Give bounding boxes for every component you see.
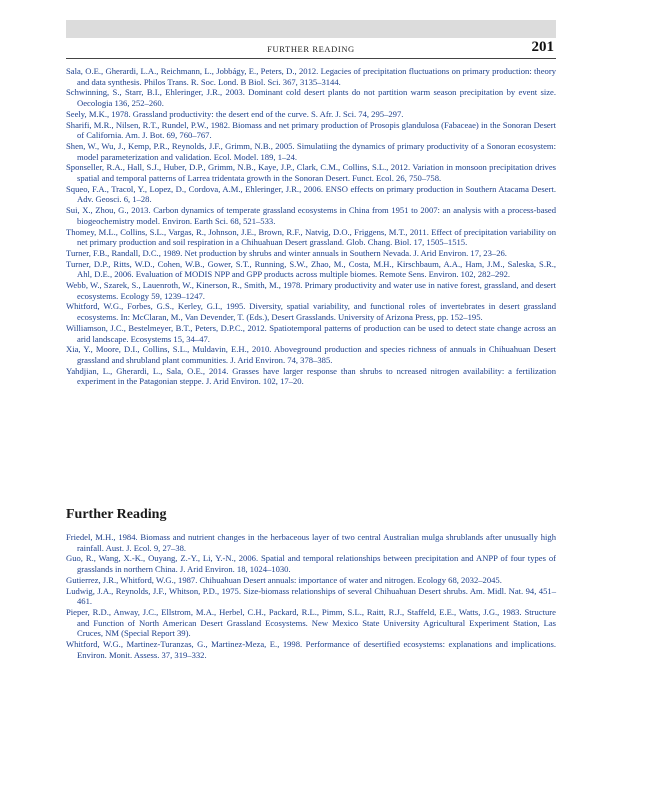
header-bar <box>66 20 556 38</box>
reference-item: Whitford, W.G., Forbes, G.S., Kerley, G.I., 1995. Diversity, spatial variability, and functional roles of invertebrates in desert grassland ecosystems. In: McClaran, M., Van Devender, T. (Eds.), Desert Grasslands. University of Arizona Press, pp. 152–195. <box>66 301 556 323</box>
further-reading-item: Guo, R., Wang, X.-K., Ouyang, Z.-Y., Li, Y.-N., 2006. Spatial and temporal relationships between precipitation and ANPP of four types of grasslands in northern China. J. Arid Environ. 18, 1024–1030. <box>66 553 556 575</box>
further-reading-heading: Further Reading <box>66 507 167 522</box>
reference-item: Webb, W., Szarek, S., Lauenroth, W., Kinerson, R., Smith, M., 1978. Primary productivity and water use in native forest, grassland, and desert ecosystems. Ecology 59, 1239–1247. <box>66 280 556 301</box>
header-rule <box>66 58 556 59</box>
reference-item: Xia, Y., Moore, D.I., Collins, S.L., Muldavin, E.H., 2010. Aboveground production and species richness of annuals in Chihuahuan Desert grassland and shrubland plant communities. J. Arid Environ. 74, 378–385. <box>66 344 556 365</box>
reference-item: Shen, W., Wu, J., Kemp, P.R., Reynolds, J.F., Grimm, N.B., 2005. Simulatiing the dynamics of primary productivity of a Sonoran ecosystem: model parameterization and validation. Ecol. Model. 189, 1–24. <box>66 140 556 162</box>
reference-item: Schwinning, S., Starr, B.I., Ehleringer, J.R., 2003. Dominant cold desert plants do not partition warm season precipitation by event size. Oecologia 136, 252–260. <box>66 87 556 109</box>
reference-item: Sui, X., Zhou, G., 2013. Carbon dynamics of temperate grassland ecosystems in China from 1951 to 2007: an analysis with a process-based biogeochemistry model. Environ. Earth Sci. 68, 521–533. <box>66 205 556 226</box>
further-reading-item: Pieper, R.D., Anway, J.C., Ellstrom, M.A., Herbel, C.H., Packard, R.L., Pimm, S.L., Raitt, R.J., Staffeld, E.E., Watts, J.G., 1983. Structure and Function of North American Desert Grassland Ecosystems. New Mexico State University Agricultural Experiment Station, Las Cruces, NM (Special Report 39). <box>66 606 556 639</box>
reference-item: Thomey, M.L., Collins, S.L., Vargas, R., Johnson, J.E., Brown, R.F., Natvig, D.O., Friggens, M.T., 2011. Effect of precipitation variability on net primary production and soil respiration in a Chihuahuan Desert grassland. Glob. Chang. Biol. 17, 1505–1515. <box>66 226 556 248</box>
running-head <box>66 39 556 58</box>
reference-item: Sala, O.E., Gherardi, L.A., Reichmann, L., Jobbágy, E., Peters, D., 2012. Legacies of precipitation fluctuations on primary production: theory and data synthesis. Philos Trans. R. Soc. Lond. B Biol. Sci. 367, 3135–3144. <box>66 66 556 87</box>
running-title: FURTHER READING <box>267 44 355 54</box>
reference-item: Seely, M.K., 1978. Grassland productivity: the desert end of the curve. S. Afr. J. Sci. 74, 295–297. <box>66 108 404 119</box>
reference-item: Williamson, J.C., Bestelmeyer, B.T., Peters, D.P.C., 2012. Spatiotemporal patterns of production can be used to detect state change across an arid landscape. Ecosystems 15, 34–47. <box>66 322 556 344</box>
reference-item: Yahdjian, L., Gherardi, L., Sala, O.E., 2014. Grasses have larger response than shrubs to ncreased nitrogen availability: a fertilization experiment in the Patagonian steppe. J. Arid Environ. 102, 17–20. <box>66 365 556 387</box>
reference-item: Sponseller, R.A., Hall, S.J., Huber, D.P., Grimm, N.B., Kaye, J.P., Clark, C.M., Collins, S.L., 2012. Variation in monsoon precipitation drives spatial and temporal patterns of Larrea tridentata growth in the Sonoran Desert. Funct. Ecol. 26, 750–758. <box>66 162 556 184</box>
reference-item: Squeo, F.A., Tracol, Y., Lopez, D., Cordova, A.M., Ehleringer, J.R., 2006. ENSO effects on primary production in Southern Atacama Desert. Adv. Geosci. 6, 1–28. <box>66 183 556 205</box>
reference-item: Turner, F.B., Randall, D.C., 1989. Net production by shrubs and winter annuals in Southern Nevada. J. Arid Environ. 17, 23–26. <box>66 247 507 258</box>
further-reading-item: Gutierrez, J.R., Whitford, W.G., 1987. Chihuahuan Desert annuals: importance of water and nitrogen. Ecology 68, 2032–2045. <box>66 574 502 585</box>
further-reading-item: Whitford, W.G., Martinez-Turanzas, G., Martinez-Meza, E., 1998. Performance of desertified ecosystems: explanations and implications. Environ. Monit. Assess. 37, 319–332. <box>66 639 556 660</box>
further-reading-item: Ludwig, J.A., Reynolds, J.F., Whitson, P.D., 1975. Size-biomass relationships of several Chihuahuan Desert shrubs. Am. Midl. Nat. 94, 451–461. <box>66 585 556 607</box>
page-number: 201 <box>531 39 554 55</box>
further-reading-list <box>66 532 556 660</box>
reference-item: Sharifi, M.R., Nilsen, R.T., Rundel, P.W., 1982. Biomass and net primary production of Prosopis glandulosa (Fabaceae) in the Sonoran Desert of California. Am. J. Bot. 69, 760–767. <box>66 119 556 141</box>
reference-item: Turner, D.P., Ritts, W.D., Cohen, W.B., Gower, S.T., Running, S.W., Zhao, M., Costa, M.H., Kirschbaum, A.A., Ham, J.M., Saleska, S.R., Ahl, D.E., 2006. Evaluation of MODIS NPP and GPP products across multiple biomes. Remote Sens. Environ. 102, 282–292. <box>66 258 556 280</box>
further-reading-item: Friedel, M.H., 1984. Biomass and nutrient changes in the herbaceous layer of two central Australian mulga shrublands after unusually high rainfall. Aust. J. Ecol. 9, 27–38. <box>66 532 556 553</box>
reference-list <box>66 66 556 387</box>
